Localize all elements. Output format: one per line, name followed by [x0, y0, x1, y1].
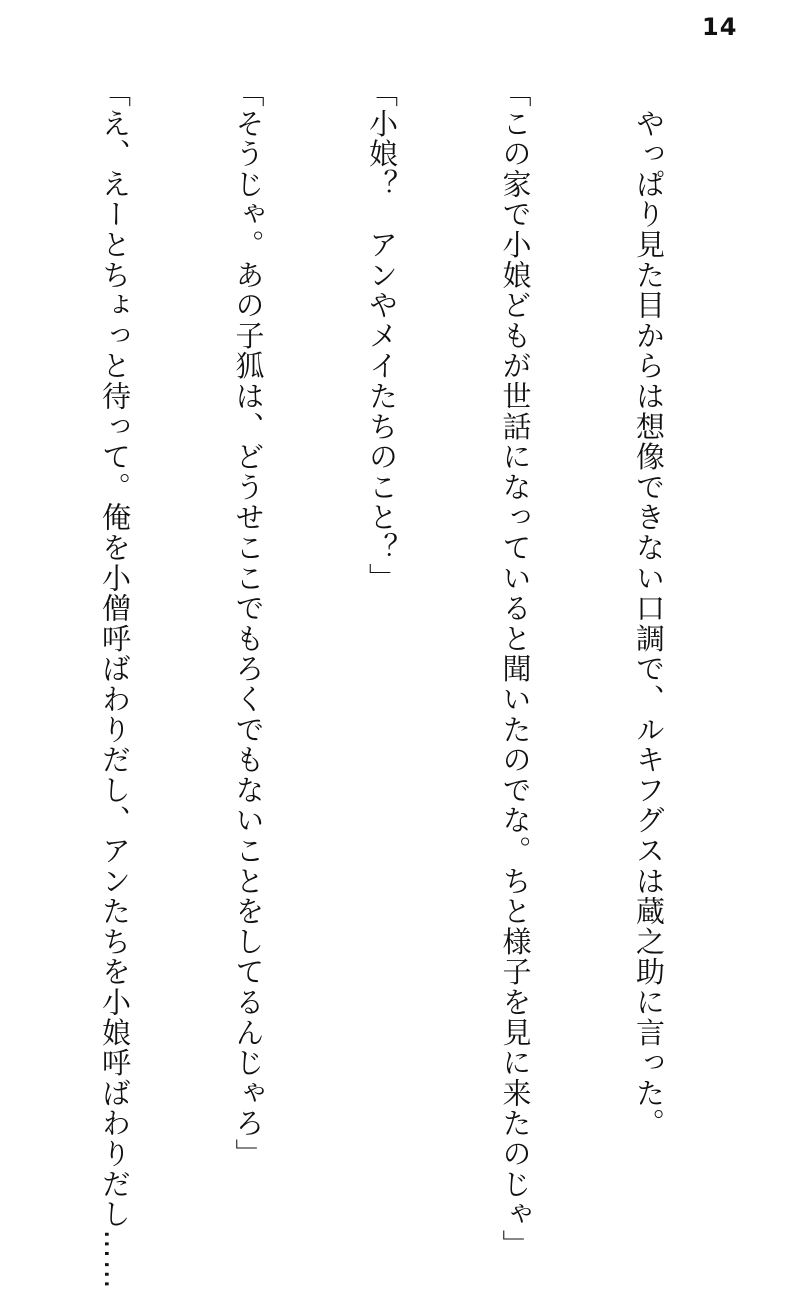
novel-text-column: [0, 78, 760, 1290]
text-line: 「この家で小娘どもが世話になっていると聞いたのでな。ちと様子を見に来たのじゃ」: [498, 78, 533, 1260]
page-number: 14: [702, 13, 738, 41]
text-line: [0, 78, 4, 1178]
text-line: 「そうじゃ。あの子狐は、どうせここでもろくでもないことをしてるんじゃろ」: [231, 78, 266, 1169]
text-line: やっぱり見た目からは想像できない口調で、ルキフグスは蔵之助に言った。: [632, 78, 666, 1139]
text-line: 「小娘？ アンやメイたちのこと？」: [365, 78, 399, 594]
text-line: 「え、えーとちょっと待って。俺を小僧呼ばわりだし、アンたちを小娘呼ばわりだし……: [98, 78, 132, 1290]
